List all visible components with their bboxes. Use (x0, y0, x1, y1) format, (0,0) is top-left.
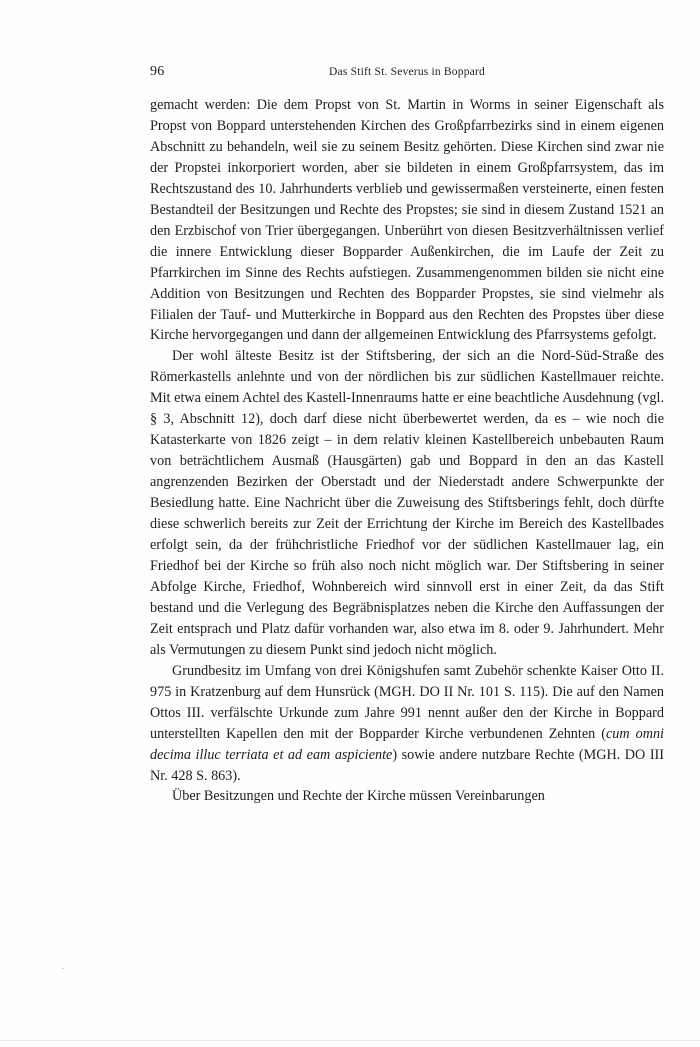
paragraph-4-text: Über Besitzungen und Rechte der Kirche müssen Vereinbarungen (172, 788, 545, 805)
scan-edge-line (0, 1040, 700, 1041)
page-number: 96 (150, 64, 165, 79)
scan-speck (62, 968, 64, 969)
paragraph-2 (150, 346, 664, 660)
paragraph-3-text: Grundbesitz im Umfang von drei Königshufen samt Zubehör schenkte Kaiser Otto II. 975 in Kratzenburg auf dem Hunsrück (MGH. DO II Nr. 101 S. 115). Die auf den Namen Ottos III. verfälschte Urkunde zum Jahre 991 nennt außer den der Kirche in Boppard unterstellten Kapellen den mit der Bopparder Kirche verbundenen Zehnten ( (150, 662, 664, 742)
paragraph-3-text-end: ) sowie andere nutzbare Rechte (MGH. DO III Nr. 428 S. 863). (150, 746, 664, 784)
body-text (150, 95, 664, 807)
paragraph-1-text: gemacht werden: Die dem Propst von St. Martin in Worms in seiner Eigenschaft als Propst von Boppard unterstehenden Kirchen des Großpfarrbezirks sind in einem eigenen Abschnitt zu behandeln, weil sie zu seinem Besitz gehörten. Diese Kirchen sind zwar nie der Propstei inkorporiert worden, aber sie bildeten in einem Großpfarrsystem, das im Rechtszustand des 10. Jahrhunderts verblieb und gewissermaßen versteinerte, einen festen Bestandteil der Besitzungen und Rechte des Propstes; sie sind in diesem Zustand 1521 an den Erzbischof von Trier übergegangen. Unberührt von diesen Besitzverhältnissen verlief die innere Entwicklung dieser Bopparder Außenkirchen, die im Laufe der Zeit zu Pfarrkirchen im Sinne des Rechts aufstiegen. Zusammengenommen bilden sie nicht eine Addition von Besitzungen und Rechten des Bopparder Propstes, sie sind vielmehr als Filialen der Tauf- und Mutterkirche in Boppard aus den Rechten des Propstes über diese Kirche hervorgegangen und dann der allgemeinen Entwicklung des Pfarrsystems gefolgt. (150, 97, 664, 344)
latin-quotation: cum omni decima illuc terriata et ad eam aspiciente (150, 725, 664, 763)
paragraph-4 (150, 786, 664, 807)
running-head (150, 64, 664, 84)
paragraph-2-text: Der wohl älteste Besitz ist der Stiftsbering, der sich an die Nord-Süd-Straße des Römerkastells anlehnte und von der nördlichen bis zur südlichen Kastellmauer reichte. Mit etwa einem Achtel des Kastell-Innenraums hatte er eine beachtliche Ausdehnung (vgl. § 3, Abschnitt 12), doch darf diese nicht überbewertet werden, da es – wie noch die Katasterkarte von 1826 zeigt – in dem relativ kleinen Kastellbereich unbebauten Raum von beträchtlichem Ausmaß (Hausgärten) gab und Boppard in den an das Kastell angrenzenden Bezirken der Oberstadt und der Niederstadt andere Schwerpunkte der Besiedlung hatte. Eine Nachricht über die Zuweisung des Stiftsberings fehlt, doch dürfte diese schwerlich bereits zur Zeit der Errichtung der Kirche im Bereich des Kastellbades erfolgt sein, da der frühchristliche Friedhof vor der südlichen Kastellmauer lag, ein Friedhof bei der Kirche so früh also noch nicht möglich war. Der Stiftsbering in seiner Abfolge Kirche, Friedhof, Wohnbereich wird sinnvoll erst in einer Zeit, da das Stift bestand und die Verlegung des Begräbnisplatzes neben die Kirche den Auffassungen der Zeit entsprach und Platz dafür vorhanden war, also etwa im 8. oder 9. Jahrhundert. Mehr als Vermutungen zu diesem Punkt sind jedoch nicht möglich. (150, 348, 664, 658)
paragraph-1 (150, 95, 664, 346)
running-title: Das Stift St. Severus in Boppard (329, 66, 485, 78)
paragraph-3 (150, 661, 664, 787)
